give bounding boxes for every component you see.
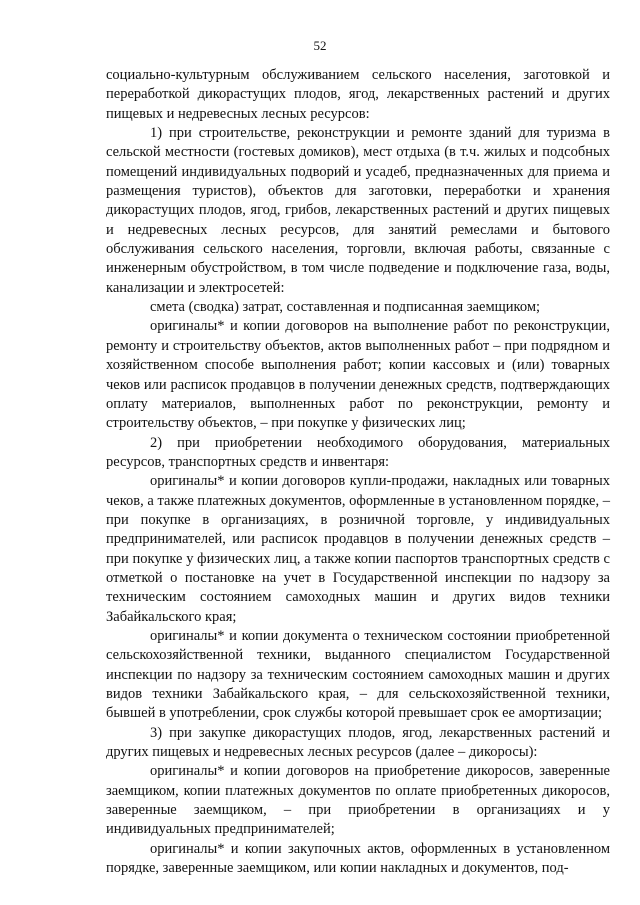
paragraph-item-3: 3) при закупке дикорастущих плодов, ягод, лекарственных растений и других пищевых и недревесных лесных ресурсов (далее – дикоросы): [106, 724, 610, 761]
paragraph-technical-condition: оригиналы* и копии документа о техническом состоянии приобретенной сельскохозяйственной техники, выданного специалистом Государственной инспекции по надзору за техническим состоянием самоходных машин и других видов техники Забайкальского края, – для сельскохозяйственной техники, бывшей в употреблении, срок службы которой превышает срок ее амортизации; [106, 627, 610, 722]
paragraph-construction-documents: оригиналы* и копии договоров на выполнение работ по реконструкции, ремонту и строительству объектов, актов выполненных работ – при подрядном и хозяйственном способе выполнения работ; копии кассовых и (или) товарных чеков или расписок продавцов в получении денежных средств, подтверждающих оплату материалов, выполненных работ по реконструкции, ремонту и строительству объектов, – при покупке у физических лиц; [106, 318, 610, 432]
paragraph-purchase-documents: оригиналы* и копии договоров купли-продажи, накладных или товарных чеков, а также платежных документов, оформленные в установленном порядке, – при покупке в организациях, в розничной торговле, у индивидуальных предпринимателей, или расписок продавцов в получении денежных средств – при покупке у физических лиц, а также копии паспортов транспортных средств с отметкой о постановке на учет в Государственной инспекции по надзору за техническим состоянием самоходных машин и других видов техники Забайкальского края; [106, 473, 610, 625]
paragraph-item-1: 1) при строительстве, реконструкции и ремонте зданий для туризма в сельской местности (гостевых домиков), мест отдыха (в т.ч. жилых и подсобных помещений индивидуальных подворий и усадеб, предназначенных для приема и размещения туристов), объектов для заготовки, переработки и хранения дикорастущих плодов, ягод, грибов, лекарственных растений и других пищевых и недревесных лесных ресурсов, для занятий ремеслами и бытового обслуживания сельского населения, торговли, включая работы, связанные с инженерным обустройством, в том числе подведение и подключение газа, воды, канализации и электросетей: [106, 125, 610, 296]
paragraph-intro: социально-культурным обслуживанием сельского населения, заготовкой и переработкой дикорастущих плодов, ягод, лекарственных растений и других пищевых и недревесных лесных ресурсов: [106, 67, 610, 122]
document-body [106, 66, 610, 878]
page-number: 52 [313, 38, 327, 53]
paragraph-item-2: 2) при приобретении необходимого оборудования, материальных ресурсов, транспортных средств и инвентаря: [106, 434, 610, 470]
paragraph-procurement-acts: оригиналы* и копии закупочных актов, оформленных в установленном порядке, заверенные заемщиком, или копии накладных и документов, под- [106, 840, 610, 877]
paragraph-purchase-contracts: оригиналы* и копии договоров на приобретение дикоросов, заверенные заемщиком, копии платежных документов по оплате приобретенных дикоросов, заверенные заемщиком, – при приобретении в организациях и у индивидуальных предпринимателей; [106, 763, 610, 838]
paragraph-cost-estimate: смета (сводка) затрат, составленная и подписанная заемщиком; [150, 299, 541, 316]
